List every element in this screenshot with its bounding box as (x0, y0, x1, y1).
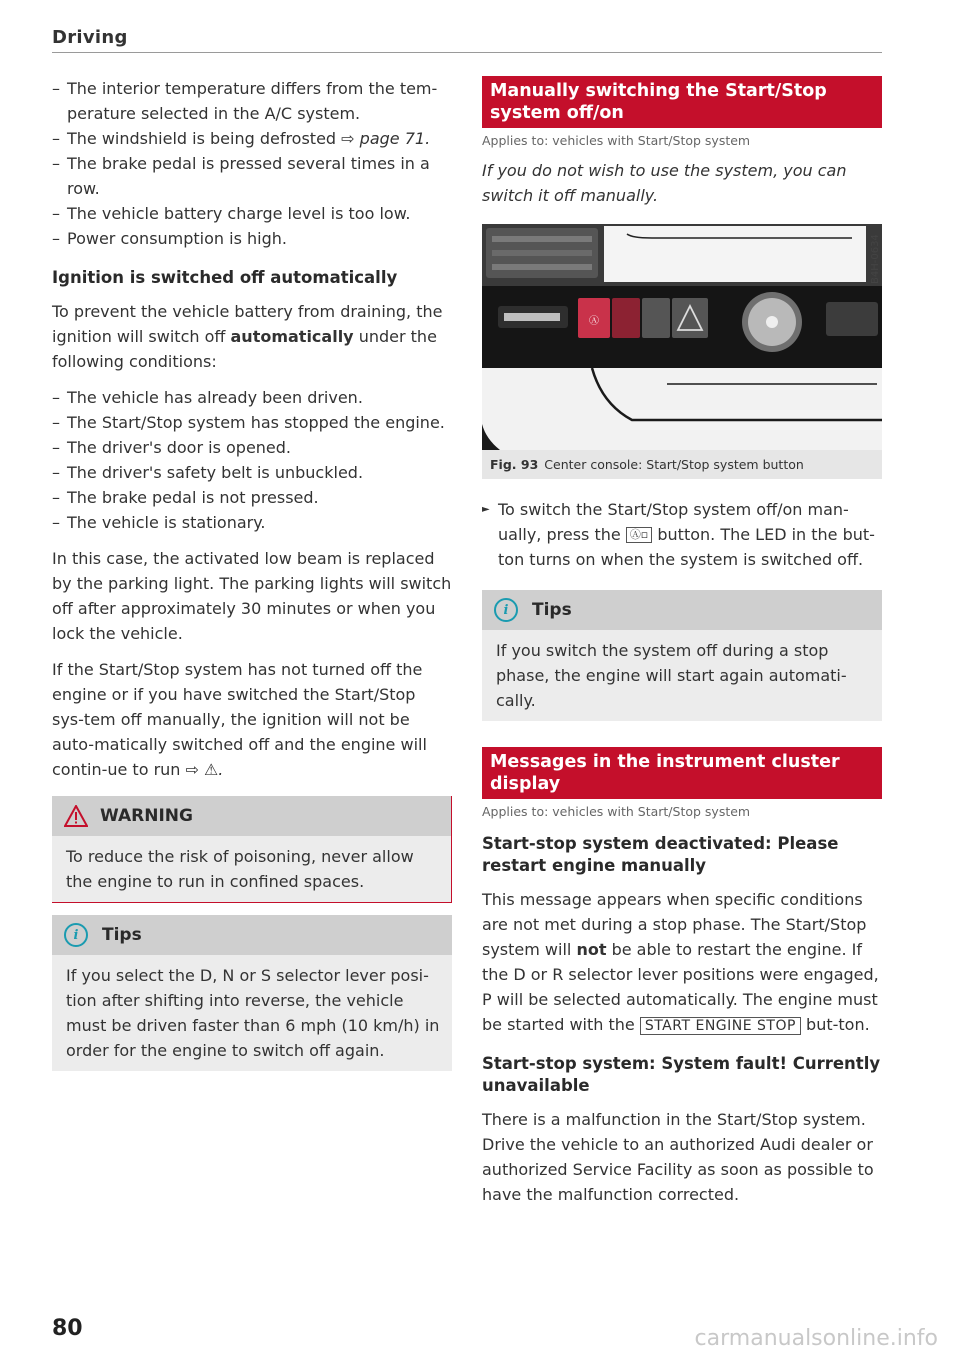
svg-text:Ⓐ: Ⓐ (589, 316, 599, 327)
list-item-text: The windshield is being defrosted (67, 129, 337, 148)
list-item: – The Start/Stop system has stopped the engine. (52, 410, 452, 435)
text-run: This message appears when specific conditions are not met during a stop phase. The Start/Stop system will (482, 890, 867, 959)
warning-title: WARNING (100, 805, 193, 826)
ignition-paragraph (52, 299, 452, 374)
tips-text: If you select the D, N or S selector lever posi-tion after shifting into reverse, the vehicle must be driven faster than 6 mph (10 km/h) in order for the engine to switch off again. (66, 966, 440, 1060)
list-item: – The vehicle has already been driven. (52, 385, 452, 410)
ignition-heading: Ignition is switched off automatically (52, 268, 398, 287)
message-paragraph: There is a malfunction in the Start/Stop system. Drive the vehicle to an authorized Audi dealer or authorized Service Facility as soon as possible to have the malfunction corrected. (482, 1110, 874, 1204)
text-run: but-ton. (806, 1015, 870, 1034)
text-run: If the Start/Stop system has not turned off the engine or if you have switched the Start/Stop sys-tem off manually, the ignition will not be auto-matically switched off and the engine will contin-ue to run (52, 660, 427, 779)
figure-label: Fig. 93 (490, 457, 539, 472)
applies-to-note: Applies to: vehicles with Start/Stop system (482, 133, 751, 148)
tips-title: Tips (102, 924, 142, 945)
list-item: – The interior temperature differs from the tem-perature selected in the A/C system. (52, 76, 452, 126)
lowbeam-paragraph: In this case, the activated low beam is replaced by the parking light. The parking lights will switch off after approximately 30 minutes or when you lock the vehicle. (52, 549, 452, 643)
figure-code: B4H-0634 (870, 234, 881, 284)
list-item: – The driver's safety belt is unbuckled. (52, 460, 452, 485)
left-column (52, 76, 452, 1071)
section-title-bar: Messages in the instrument cluster display (482, 747, 882, 799)
text-run: To prevent the vehicle battery from draining, the ignition will switch off (52, 302, 443, 346)
caption-text: Center console: Start/Stop system button (544, 457, 804, 472)
tips-box (52, 915, 452, 1071)
list-item: – The driver's door is opened. (52, 435, 452, 460)
start-stop-key-symbol: Ⓐ▫ (626, 527, 652, 543)
info-icon: i (64, 923, 88, 947)
message-paragraph (482, 887, 882, 1037)
bold-text: not (576, 940, 607, 959)
text-run: be able to restart the engine. If the D or R selector lever positions were engaged, P will be selected automatically. The engine must be started with the (482, 940, 879, 1034)
info-icon: i (494, 598, 518, 622)
instruction-step (482, 497, 882, 572)
list-item: – The brake pedal is not pressed. (52, 485, 452, 510)
list-item (52, 126, 452, 151)
list-item: – The vehicle is stationary. (52, 510, 452, 535)
bold-text: automatically (230, 327, 354, 346)
warning-text: To reduce the risk of poisoning, never allow the engine to run in confined spaces. (66, 847, 414, 891)
list-item: – The vehicle battery charge level is too low. (52, 201, 452, 226)
ignition-conditions-list (52, 385, 452, 535)
tips-box (482, 590, 882, 721)
text-run: To switch the Start/Stop system off/on man-ually, press the (498, 500, 849, 544)
list-item: – The brake pedal is pressed several times in a row. (52, 151, 452, 201)
page-reference-link[interactable]: ⇨ page 71. (341, 129, 431, 148)
page-number: 80 (52, 1316, 83, 1341)
warning-triangle-icon (64, 805, 88, 827)
tips-text: If you switch the system off during a stop phase, the engine will start again automati-cally. (496, 641, 847, 710)
start-engine-stop-key: START ENGINE STOP (640, 1017, 801, 1035)
text-run: button. The LED in the but-ton turns on when the system is switched off. (498, 525, 875, 569)
warning-reference-link[interactable]: ⇨ ⚠. (185, 760, 224, 779)
warning-header (52, 796, 451, 836)
figure-caption (482, 450, 882, 479)
tips-header (52, 915, 452, 955)
conditions-list (52, 76, 452, 251)
manual-off-paragraph (52, 657, 452, 782)
message-heading: Start-stop system: System fault! Currently unavailable (482, 1054, 881, 1095)
tips-header (482, 590, 882, 630)
message-heading: Start-stop system deactivated: Please restart engine manually (482, 834, 839, 875)
list-item: – Power consumption is high. (52, 226, 452, 251)
section-title-bar: Manually switching the Start/Stop system off/on (482, 76, 882, 128)
right-column (482, 76, 882, 1218)
section-header: Driving (52, 27, 128, 48)
center-console-illustration (482, 224, 882, 450)
tips-title: Tips (532, 599, 572, 620)
text-run: under the following conditions: (52, 327, 437, 371)
watermark: carmanualsonline.info (694, 1326, 938, 1351)
intro-paragraph: If you do not wish to use the system, you can switch it off manually. (482, 161, 847, 205)
figure (482, 224, 882, 479)
applies-to-note: Applies to: vehicles with Start/Stop system (482, 804, 751, 819)
header-rule (52, 52, 882, 53)
warning-box (52, 796, 452, 903)
